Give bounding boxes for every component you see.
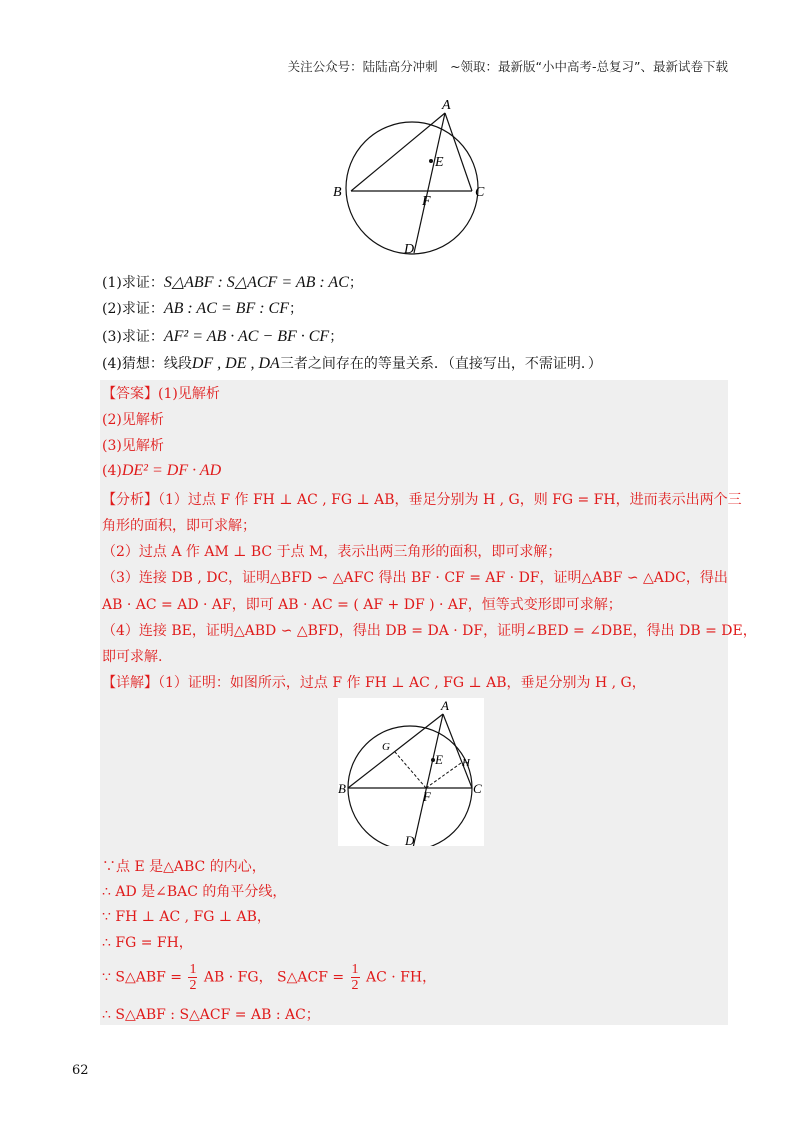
detail-line-1: 【详解】（1）证明：如图所示，过点 F 作 FH ⊥ AC , FG ⊥ AB，垂足分别为 H , G， xyxy=(102,675,646,691)
analysis-line-5: AB · AC = AD · AF，即可 AB · AC = ( AF + DF ) · AF，恒等式变形即可求解； xyxy=(102,597,622,613)
fraction-half: $\frac{1}{2}$ xyxy=(351,962,359,993)
circle-figure-2 xyxy=(338,698,484,846)
question-1: (1)求证：S△ABF : S△ACF = AB : AC； xyxy=(102,274,363,291)
detail-step-3: ∵ FH ⊥ AC , FG ⊥ AB， xyxy=(102,909,271,925)
analysis-line-7: 即可求解. xyxy=(102,649,163,665)
label-C: C xyxy=(475,185,485,200)
label-B: B xyxy=(338,781,346,796)
answer-line-3: (3)见解析 xyxy=(102,438,164,454)
label-A: A xyxy=(442,98,451,113)
detail-step-6: ∴ S△ABF : S△ACF = AB : AC； xyxy=(102,1007,320,1023)
question-4: (4)猜想：线段DF , DE , DA三者之间存在的等量关系．（直接写出，不需证明．） xyxy=(102,355,602,372)
question-3: (3)求证：AF² = AB · AC − BF · CF； xyxy=(102,328,344,345)
label-C: C xyxy=(473,781,482,796)
label-A: A xyxy=(441,698,449,713)
analysis-line-4: （3）连接 DB , DC，证明△BFD ∽ △AFC 得出 BF · CF = AF · DF，证明△ABF ∽ △ADC，得出 xyxy=(102,570,728,586)
label-F: F xyxy=(423,789,431,804)
page-header: 关注公众号：陆陆高分冲刺 ~领取：最新版“小中高考-总复习”、最新试卷下载 xyxy=(287,59,728,74)
question-2: (2)求证：AB : AC = BF : CF； xyxy=(102,300,303,317)
answer-line-4: (4)DE² = DF · AD xyxy=(102,462,222,479)
circle-figure-1 xyxy=(330,95,495,255)
analysis-line-2: 角形的面积，即可求解； xyxy=(102,518,256,534)
detail-step-2: ∴ AD 是∠BAC 的角平分线， xyxy=(102,884,287,900)
page-number: 62 xyxy=(72,1063,89,1078)
label-E: E xyxy=(435,752,443,767)
detail-step-5: ∵ S△ABF = $\frac{1}{2}$ AB · FG， S△ACF = $\frac{1}{2}$ AC · FH， xyxy=(102,962,437,993)
label-D: D xyxy=(404,242,415,255)
analysis-line-1: 【分析】（1）过点 F 作 FH ⊥ AC , FG ⊥ AB，垂足分别为 H , G，则 FG = FH，进而表示出两个三 xyxy=(102,492,742,508)
analysis-line-6: （4）连接 BE，证明△ABD ∽ △BFD，得出 DB = DA · DF，证明∠BED = ∠DBE，得出 DB = DE， xyxy=(102,623,757,639)
label-E: E xyxy=(435,155,444,170)
label-B: B xyxy=(333,185,342,200)
label-F: F xyxy=(422,194,431,209)
detail-step-1: ∵点 E 是△ABC 的内心， xyxy=(102,859,266,875)
label-G: G xyxy=(382,741,390,753)
answer-line-1: 【答案】(1)见解析 xyxy=(102,386,220,402)
label-H: H xyxy=(462,757,470,769)
fraction-half: $\frac{1}{2}$ xyxy=(189,962,197,993)
answer-line-2: (2)见解析 xyxy=(102,412,164,428)
detail-step-4: ∴ FG = FH， xyxy=(102,935,193,951)
label-D: D xyxy=(405,833,415,846)
analysis-line-3: （2）过点 A 作 AM ⊥ BC 于点 M，表示出两三角形的面积，即可求解； xyxy=(102,544,562,560)
